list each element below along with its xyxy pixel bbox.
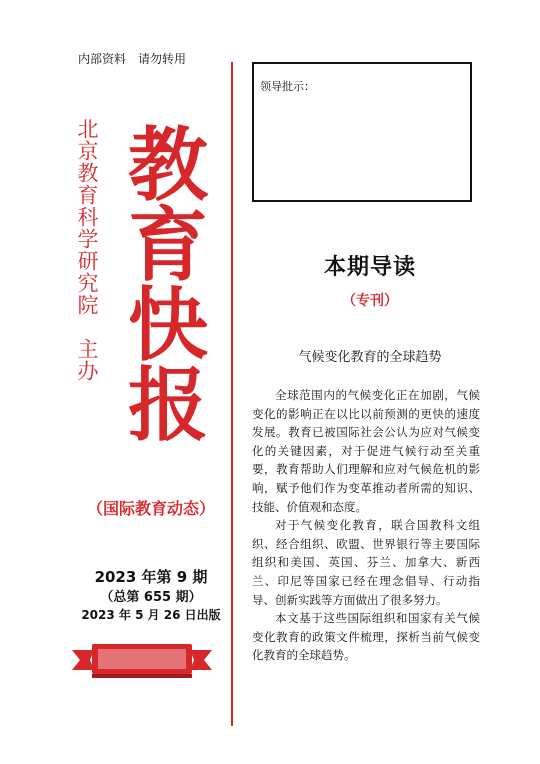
paragraph: 全球范围内的气候变化正在加剧，气候变化的影响正在以比以前预测的更快的速度发展。教育已被国际社会公认为应对气候变化的关键因素，对于促进气候行动至关重要，教育帮助人们理解和应对气候危机的影响，赋予他们作为变革推动者所需的知识、技能、价值观和态度。 [252,388,480,514]
approval-box[interactable] [252,62,472,202]
title-char: 育 [128,198,208,292]
issue-total: （总第 655 期） [100,590,202,605]
divider-line [231,62,233,726]
publish-date: 2023 年 5 月 26 日出版 [81,608,221,622]
organizer-label: 北京教育科学研究院 主办 [75,118,99,382]
title-char: 教 [128,118,208,212]
paragraph: 本文基于这些国际组织和国家有关气候变化教育的政策文件梳理，探析当前气候变化教育的全球趋势。 [252,611,480,663]
ribbon-ornament [72,640,212,684]
title-char: 报 [128,358,208,452]
section-title: 气候变化教育的全球趋势 [298,350,442,365]
title-char: 快 [128,278,208,372]
approval-label: 领导批示： [260,80,315,93]
contents-heading: 本期导读 [323,254,416,280]
series-label: （国际教育动态） [86,499,215,518]
issue-number: 2023 年第 9 期 [94,568,208,586]
contents-subheading: （专刊） [342,293,398,309]
internal-notice: 内部资料 请勿转用 [78,52,187,66]
paragraph: 对于气候变化教育，联合国教科文组织、经合组织、欧盟、世界银行等主要国际组织和美国、英国、芬兰、加拿大、新西兰、印尼等国家已经在理念倡导、行动指导、创新实践等方面做出了很多努力。 [252,518,480,607]
summary-text [252,386,480,665]
masthead-title [108,118,228,452]
